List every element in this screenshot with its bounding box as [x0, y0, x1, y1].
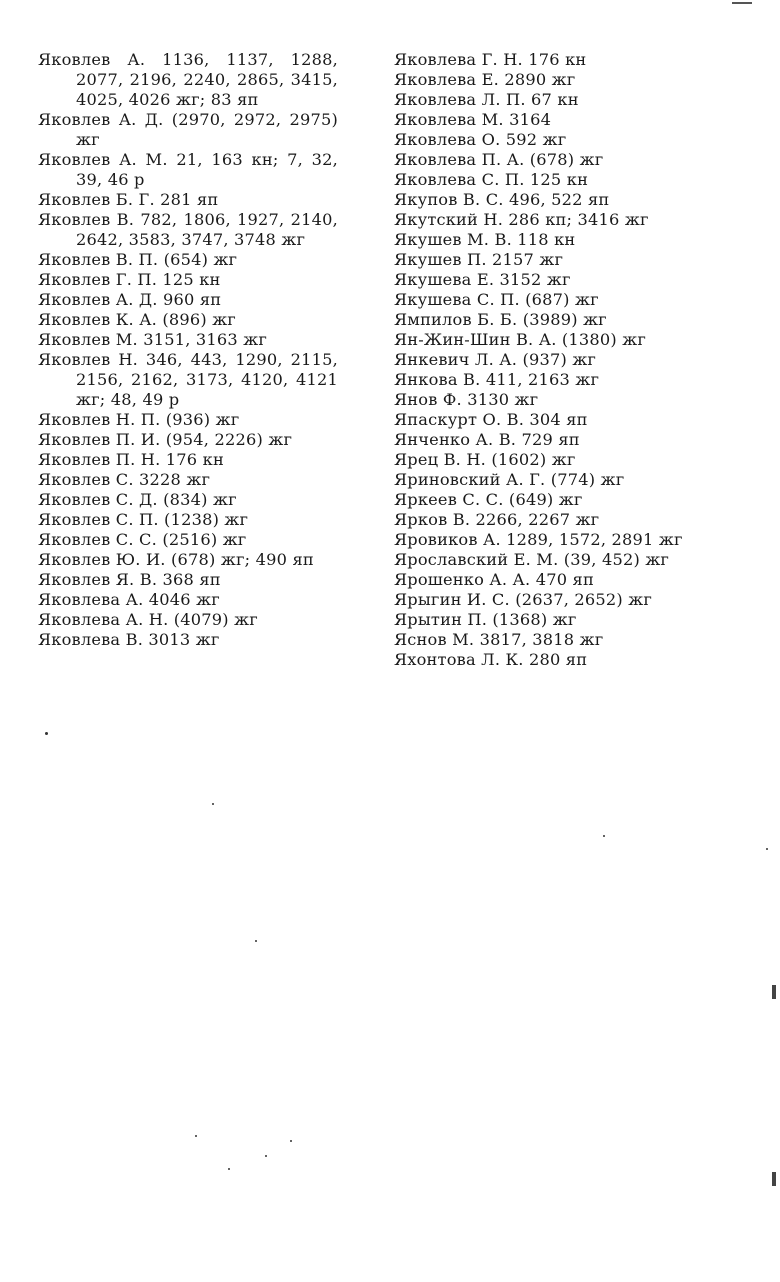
scan-edge-mark: [772, 985, 776, 999]
index-entry: Яковлев С. 3228 жг: [38, 470, 211, 489]
index-entry: Ямпилов Б. Б. (3989) жг: [394, 310, 607, 329]
scan-speck: [228, 1168, 230, 1170]
index-entry: Ярытин П. (1368) жг: [394, 610, 577, 629]
index-entry: Якушев М. В. 118 кн: [394, 230, 576, 249]
index-entry: Яковлев К. А. (896) жг: [38, 310, 236, 329]
index-entry: Яркеев С. С. (649) жг: [394, 490, 583, 509]
index-entry: Яковлева Е. 2890 жг: [394, 70, 576, 89]
index-entry: Янкевич Л. А. (937) жг: [394, 350, 597, 369]
index-entry: Яковлев М. 3151, 3163 жг: [38, 330, 268, 349]
index-entry: Яковлев А. 1136, 1137, 1288, 2077, 2196, 2240, 2865, 3415, 4025, 4026 жг; 83 яп: [38, 50, 338, 109]
index-entry: Яковлев П. Н. 176 кн: [38, 450, 224, 469]
index-entry: Яковлев В. 782, 1806, 1927, 2140, 2642, 3583, 3747, 3748 жг: [38, 210, 338, 249]
index-column-left: [38, 50, 338, 650]
index-entry: Яковлев А. Д. 960 яп: [38, 290, 222, 309]
index-entry: Яковлев А. Д. (2970, 2972, 2975) жг: [38, 110, 338, 149]
scan-edge-mark: [772, 1172, 776, 1186]
index-entry: Ярец В. Н. (1602) жг: [394, 450, 576, 469]
index-entry: Яковлева С. П. 125 кн: [394, 170, 589, 189]
index-entry: Яковлев Н. П. (936) жг: [38, 410, 240, 429]
index-entry: Янкова В. 411, 2163 жг: [394, 370, 600, 389]
index-entry: Яковлев С. П. (1238) жг: [38, 510, 249, 529]
index-entry: Яковлева Л. П. 67 кн: [394, 90, 579, 109]
index-entry: Ярославский Е. М. (39, 452) жг: [394, 550, 670, 569]
index-entry: Яковлев П. И. (954, 2226) жг: [38, 430, 293, 449]
scan-speck: [265, 1155, 267, 1157]
index-entry: Яковлев Н. 346, 443, 1290, 2115, 2156, 2162, 3173, 4120, 4121 жг; 48, 49 р: [38, 350, 338, 409]
index-entry: Яковлева О. 592 жг: [394, 130, 567, 149]
index-entry: Яковлев А. М. 21, 163 кн; 7, 32, 39, 46 р: [38, 150, 338, 189]
index-entry: Янов Ф. 3130 жг: [394, 390, 539, 409]
index-entry: Яковлев Ю. И. (678) жг; 490 яп: [38, 550, 314, 569]
index-entry: Яковлева М. 3164: [394, 110, 552, 129]
index-entry: Яковлев С. С. (2516) жг: [38, 530, 247, 549]
index-entry: Яковлева П. А. (678) жг: [394, 150, 604, 169]
index-entry: Яковлев С. Д. (834) жг: [38, 490, 237, 509]
scan-speck: [290, 1140, 292, 1142]
index-entry: Яковлев Б. Г. 281 яп: [38, 190, 219, 209]
scan-speck: [603, 835, 605, 837]
scan-speck: [45, 732, 48, 735]
index-entry: Янченко А. В. 729 яп: [394, 430, 580, 449]
page-corner-mark: [732, 0, 752, 4]
index-entry: Яснов М. 3817, 3818 жг: [394, 630, 604, 649]
index-entry: Яхонтова Л. К. 280 яп: [394, 650, 588, 669]
index-entry: Яковлева Г. Н. 176 кн: [394, 50, 587, 69]
scan-speck: [195, 1135, 197, 1137]
index-entry: Ян-Жин-Шин В. А. (1380) жг: [394, 330, 647, 349]
index-entry: Яковлева А. 4046 жг: [38, 590, 220, 609]
index-entry: Ярков В. 2266, 2267 жг: [394, 510, 600, 529]
index-column-right: [394, 50, 694, 670]
index-entry: Якушева С. П. (687) жг: [394, 290, 599, 309]
index-entry: Якупов В. С. 496, 522 яп: [394, 190, 610, 209]
index-entry: Яковлева В. 3013 жг: [38, 630, 220, 649]
index-entry: Якушев П. 2157 жг: [394, 250, 564, 269]
index-entry: Яковлева А. Н. (4079) жг: [38, 610, 258, 629]
index-entry: Яковлев В. П. (654) жг: [38, 250, 238, 269]
index-entry: Ярошенко А. А. 470 яп: [394, 570, 594, 589]
index-entry: Яриновский А. Г. (774) жг: [394, 470, 625, 489]
index-entry: Яровиков А. 1289, 1572, 2891 жг: [394, 530, 683, 549]
scan-speck: [255, 940, 257, 942]
scan-speck: [766, 848, 768, 850]
index-entry: Якутский Н. 286 кп; 3416 жг: [394, 210, 649, 229]
scan-speck: [212, 803, 214, 805]
index-entry: Япаскурт О. В. 304 яп: [394, 410, 588, 429]
index-entry: Якушева Е. 3152 жг: [394, 270, 571, 289]
index-entry: Яковлев Г. П. 125 кн: [38, 270, 221, 289]
index-entry: Яковлев Я. В. 368 яп: [38, 570, 221, 589]
index-entry: Ярыгин И. С. (2637, 2652) жг: [394, 590, 653, 609]
